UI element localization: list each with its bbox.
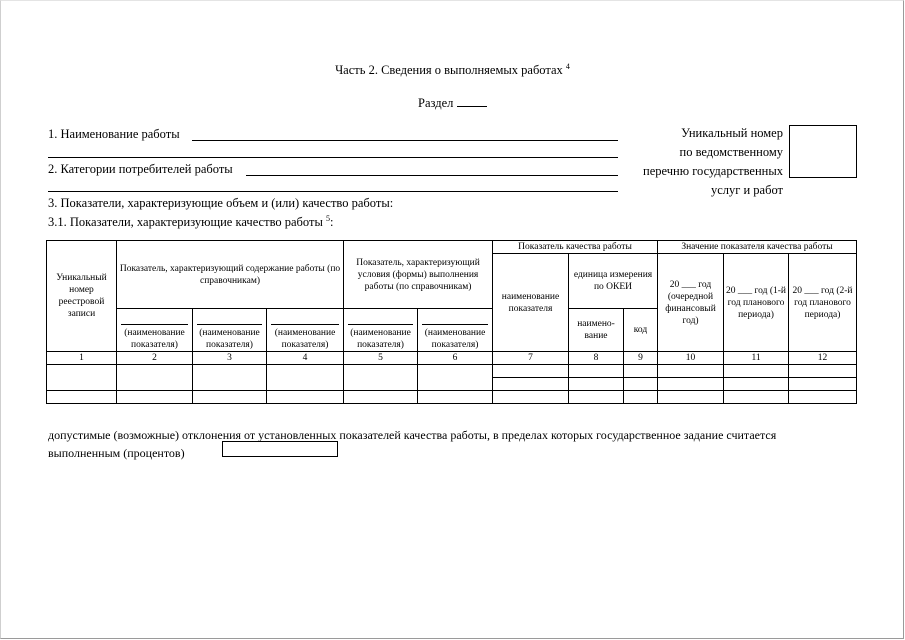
table-cell[interactable] xyxy=(658,378,724,391)
column-number: 2 xyxy=(117,352,193,365)
table-cell[interactable] xyxy=(569,391,624,404)
table-cell[interactable] xyxy=(658,391,724,404)
work-name-continuation-line[interactable] xyxy=(48,157,618,158)
header-unique-number: Уникальный номер реестровой записи xyxy=(47,241,117,352)
subheader-conditions-2 xyxy=(418,309,493,352)
header-year-plan2: 20 ___ год (2-й год планового периода) xyxy=(789,254,857,352)
header-quality-value: Значение показателя качества работы xyxy=(658,241,857,254)
footnote-ref-4: 4 xyxy=(565,62,570,71)
table-cell[interactable] xyxy=(569,378,624,391)
section-number-blank[interactable] xyxy=(457,96,487,107)
table-cell[interactable] xyxy=(117,365,193,391)
table-cell[interactable] xyxy=(569,365,624,378)
subheader-conditions-1-line xyxy=(348,324,413,325)
unique-number-label-line4: услуг и работ xyxy=(710,183,783,197)
deviation-note-line2: выполненным (процентов) xyxy=(48,446,185,460)
table-cell[interactable] xyxy=(493,378,569,391)
unique-number-box[interactable] xyxy=(789,125,857,178)
header-quality-indicator: Показатель качества работы xyxy=(493,241,658,254)
table-cell[interactable] xyxy=(789,365,857,378)
table-cell[interactable] xyxy=(493,365,569,378)
subheader-conditions-1-text: (наименование показателя) xyxy=(350,328,411,350)
consumer-categories-label: 2. Категории потребителей работы xyxy=(48,162,233,176)
deviation-note-line1: допустимые (возможные) отклонения от установленных показателей качества работы, в пределах которых государственное задание считается xyxy=(48,428,777,442)
table-cell[interactable] xyxy=(344,391,418,404)
table-cell[interactable] xyxy=(789,391,857,404)
table-cell[interactable] xyxy=(193,365,267,391)
table-cell[interactable] xyxy=(117,391,193,404)
subheader-content-1-line xyxy=(121,324,188,325)
unique-number-label xyxy=(643,124,783,200)
indicators-heading: 3. Показатели, характеризующие объем и (или) качество работы: xyxy=(48,196,394,210)
column-number: 12 xyxy=(789,352,857,365)
table-cell[interactable] xyxy=(724,391,789,404)
quality-indicators-heading-text: 3.1. Показатели, характеризующие качество работы xyxy=(48,215,323,230)
subheader-conditions-2-line xyxy=(422,324,488,325)
subheader-content-3 xyxy=(267,309,344,352)
header-okei-unit: единица измерения по ОКЕИ xyxy=(569,254,658,309)
unique-number-label-line1: Уникальный номер xyxy=(681,126,783,140)
header-conditions-indicator: Показатель, характеризующий условия (формы) выполнения работы (по справочникам) xyxy=(344,241,493,309)
footnote-ref-5: 5 xyxy=(326,214,330,223)
quality-indicators-heading: 3.1. Показатели, характеризующие качество работы $^5$: xyxy=(48,214,334,230)
table-cell[interactable] xyxy=(658,365,724,378)
page-title xyxy=(0,62,905,78)
unique-number-label-line3: перечню государственных xyxy=(643,164,783,178)
work-name-label: 1. Наименование работы xyxy=(48,127,180,141)
header-year-current: 20 ___ год (очередной финансовый год) xyxy=(658,254,724,352)
consumer-categories-continuation-line[interactable] xyxy=(48,191,618,192)
table-cell[interactable] xyxy=(724,365,789,378)
subheader-unit-name: наимено-вание xyxy=(569,309,624,352)
header-year-plan1: 20 ___ год (1-й год планового периода) xyxy=(724,254,789,352)
column-number: 7 xyxy=(493,352,569,365)
subheader-content-1-text: (наименование показателя) xyxy=(124,328,185,350)
subheader-content-3-line xyxy=(271,324,339,325)
consumer-categories-input-line[interactable] xyxy=(246,175,618,176)
column-number: 1 xyxy=(47,352,117,365)
page-title-text: Часть 2. Сведения о выполняемых работах xyxy=(335,63,563,78)
subheader-content-2 xyxy=(193,309,267,352)
table-cell[interactable] xyxy=(267,391,344,404)
table-cell[interactable] xyxy=(624,391,658,404)
subheader-conditions-2-text: (наименование показателя) xyxy=(424,328,486,350)
section-label: Раздел xyxy=(418,96,454,110)
quality-indicators-table xyxy=(46,240,857,404)
subheader-content-2-text: (наименование показателя) xyxy=(199,328,260,350)
column-number: 3 xyxy=(193,352,267,365)
table-cell[interactable] xyxy=(344,365,418,391)
column-number: 6 xyxy=(418,352,493,365)
table-cell[interactable] xyxy=(624,378,658,391)
column-number: 11 xyxy=(724,352,789,365)
table-row xyxy=(47,391,857,404)
section-heading xyxy=(418,96,487,111)
column-number: 8 xyxy=(569,352,624,365)
column-number: 4 xyxy=(267,352,344,365)
table-cell[interactable] xyxy=(267,365,344,391)
table-row xyxy=(47,365,857,378)
column-number: 5 xyxy=(344,352,418,365)
subheader-content-2-line xyxy=(197,324,262,325)
subheader-content-1 xyxy=(117,309,193,352)
unique-number-label-line2: по ведомственному xyxy=(679,145,783,159)
subheader-unit-code: код xyxy=(624,309,658,352)
deviation-percent-box[interactable] xyxy=(222,441,338,457)
table-cell[interactable] xyxy=(789,378,857,391)
table-cell[interactable] xyxy=(47,391,117,404)
deviation-note xyxy=(48,426,863,462)
table-cell[interactable] xyxy=(624,365,658,378)
table-cell[interactable] xyxy=(724,378,789,391)
table-cell[interactable] xyxy=(193,391,267,404)
column-number: 9 xyxy=(624,352,658,365)
subheader-content-3-text: (наименование показателя) xyxy=(274,328,336,350)
column-number: 10 xyxy=(658,352,724,365)
header-indicator-name: наименование показателя xyxy=(493,254,569,352)
table-cell[interactable] xyxy=(418,365,493,391)
work-name-input-line[interactable] xyxy=(192,140,618,141)
subheader-conditions-1 xyxy=(344,309,418,352)
table-cell[interactable] xyxy=(418,391,493,404)
table-cell[interactable] xyxy=(47,365,117,391)
table-cell[interactable] xyxy=(493,391,569,404)
header-content-indicator: Показатель, характеризующий содержание работы (по справочникам) xyxy=(117,241,344,309)
